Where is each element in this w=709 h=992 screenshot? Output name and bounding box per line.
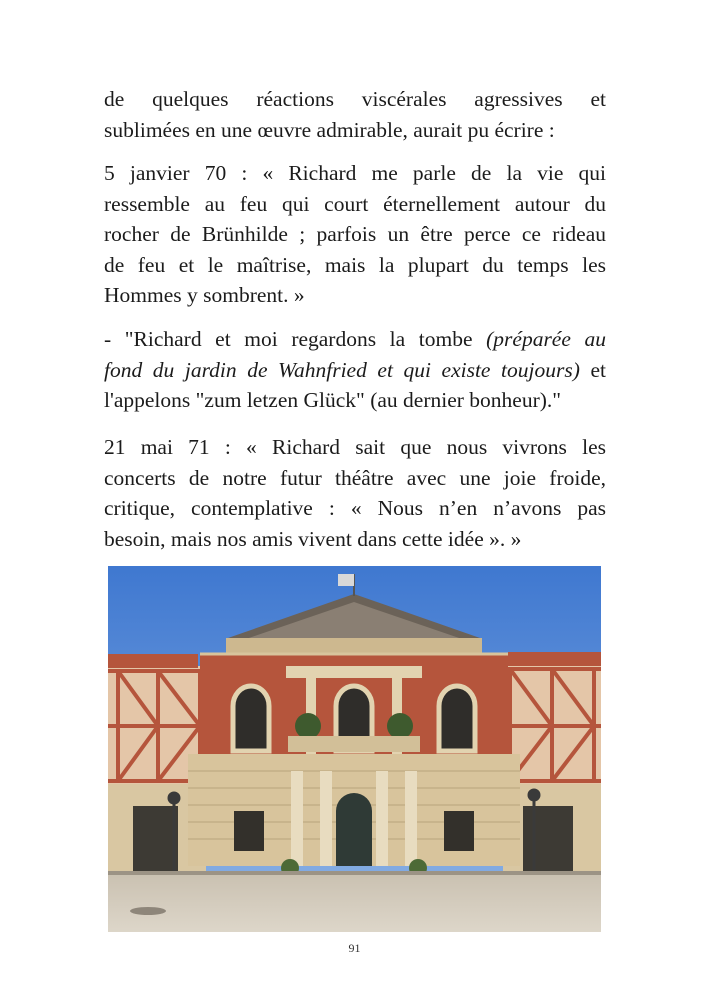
text-italic: (préparée au	[486, 327, 606, 351]
text-line: 5 janvier 70 : « Richard me parle de la vie qui	[104, 161, 606, 185]
text-italic: fond du jardin de Wahnfried et qui existe toujours)	[104, 357, 580, 382]
paragraph-tomb	[104, 324, 606, 416]
text-line: ressemble au feu qui court éternellement autour du	[104, 191, 606, 216]
page-number: 91	[348, 941, 361, 955]
text-line: concerts de notre futur théâtre avec une joie froide,	[104, 465, 606, 490]
text-line: de feu et le maîtrise, mais la plupart du temps les	[104, 252, 606, 277]
text-line: critique, contemplative : « Nous n’en n’avons pas	[104, 496, 606, 520]
text-line: besoin, mais nos amis vivent dans cette idée ». »	[104, 526, 522, 551]
paragraph-january-70	[104, 158, 606, 311]
text-normal: - "Richard et moi regardons la tombe	[104, 327, 487, 351]
text-line: 21 mai 71 : « Richard sait que nous vivrons les	[104, 435, 606, 459]
paragraph-intro	[104, 84, 606, 145]
text-line	[104, 324, 606, 355]
text-line: rocher de Brünhilde ; parfois un être perce ce rideau	[104, 222, 606, 246]
text-line: de quelques réactions viscérales agressives et	[104, 87, 606, 111]
festspielhaus-photo	[108, 566, 601, 932]
text-line: l'appelons "zum letzen Glück" (au dernier bonheur)."	[104, 388, 562, 412]
text-normal: et	[579, 357, 606, 382]
paragraph-may-71	[104, 432, 606, 554]
text-line	[104, 355, 606, 386]
text-line: Hommes y sombrent. »	[104, 283, 305, 307]
text-line: sublimées en une œuvre admirable, aurait pu écrire :	[104, 117, 555, 142]
